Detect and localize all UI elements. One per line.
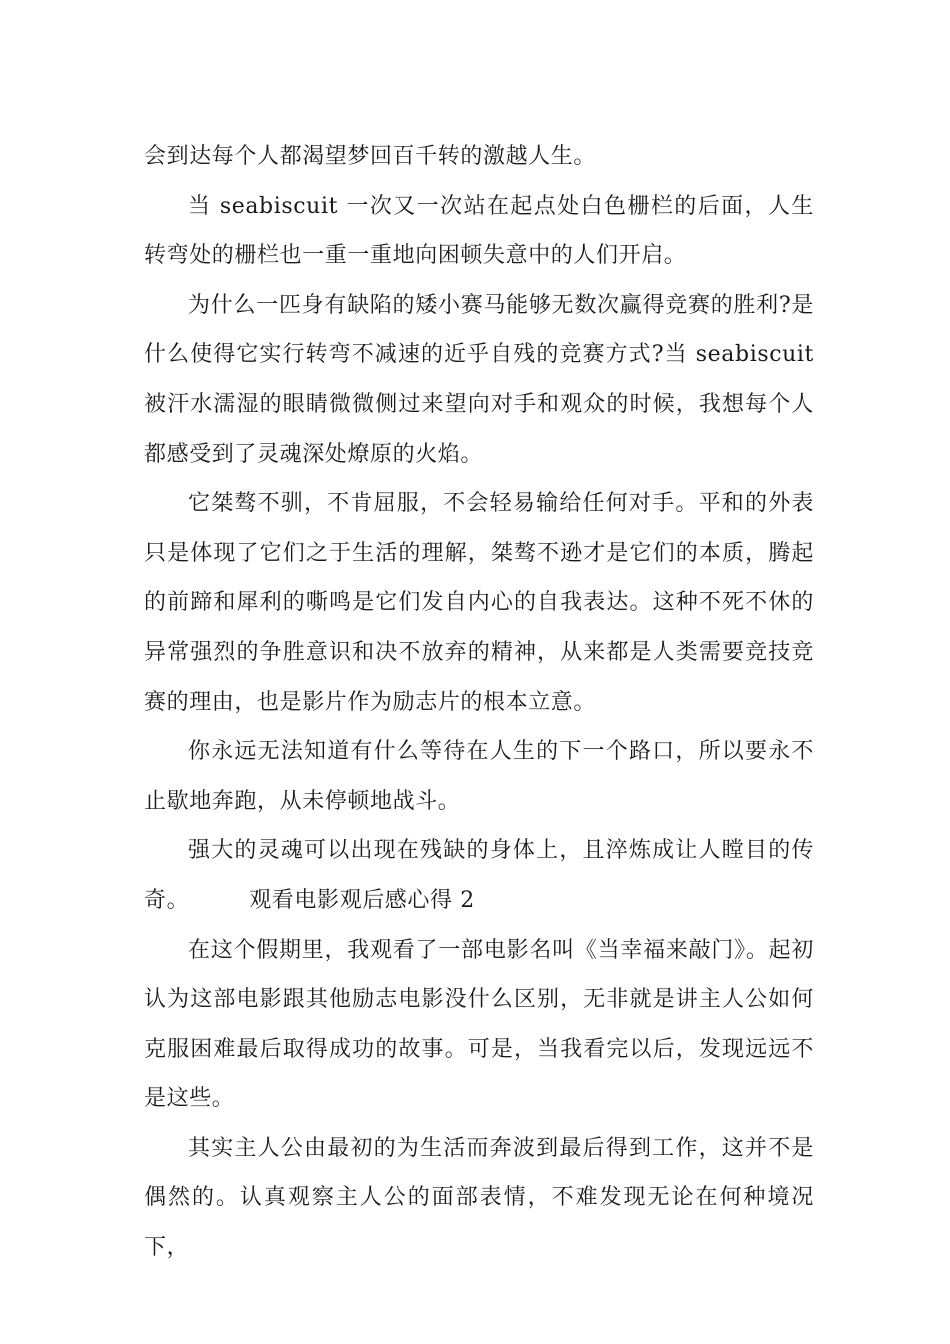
paragraph-2: 当 seabiscuit 一次又一次站在起点处白色栅栏的后面，人生转弯处的栅栏也一重一重地向困顿失意中的人们开启。 bbox=[144, 193, 814, 269]
paragraph-1: 会到达每个人都渴望梦回百千转的激越人生。 bbox=[144, 144, 597, 169]
document-body bbox=[144, 132, 814, 1273]
paragraph-5: 你永远无法知道有什么等待在人生的下一个路口，所以要永不止歇地奔跑，从未停顿地战斗。 bbox=[144, 739, 814, 814]
paragraph-3: 为什么一匹身有缺陷的矮小赛马能够无数次赢得竞赛的胜利?是什么使得它实行转弯不减速的近乎自残的竞赛方式?当 seabiscuit 被汗水濡湿的眼睛微微侧过来望向对手和观众的时候，我想每个人都感受到了灵魂深处燎原的火焰。 bbox=[144, 292, 814, 467]
paragraph-7: 在这个假期里，我观看了一部电影名叫《当幸福来敲门》。起初认为这部电影跟其他励志电影没什么区别，无非就是讲主人公如何克服困难最后取得成功的故事。可是，当我看完以后，发现远远不是这些。 bbox=[144, 937, 814, 1112]
paragraph-4: 它桀骜不驯，不肯屈服，不会轻易输给任何对手。平和的外表只是体现了它们之于生活的理解，桀骜不逊才是它们的本质，腾起的前蹄和犀利的嘶鸣是它们发自内心的自我表达。这种不死不休的异常强烈的争胜意识和决不放弃的精神，从来都是人类需要竞技竞赛的理由，也是影片作为励志片的根本立意。 bbox=[144, 491, 814, 715]
section-heading: 观看电影观后感心得 2 bbox=[249, 887, 475, 913]
paragraph-8: 其实主人公由最初的为生活而奔波到最后得到工作，这并不是偶然的。认真观察主人公的面部表情，不难发现无论在何种境况下， bbox=[144, 1135, 814, 1261]
paragraph-6-text: 强大的灵魂可以出现在残缺的身体上，且淬炼成让人瞠目的传奇。 bbox=[144, 838, 814, 913]
paragraph-6 bbox=[144, 826, 814, 925]
